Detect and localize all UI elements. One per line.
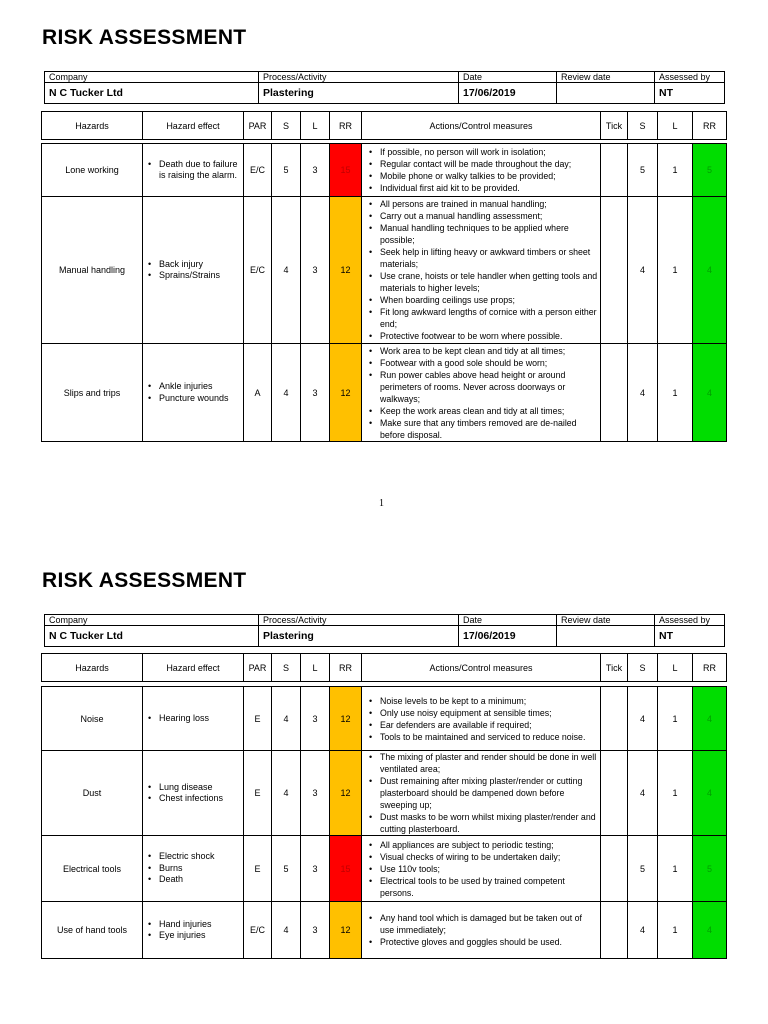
action-item: • Work area to be kept clean and tidy at all times; [380, 345, 598, 357]
column-header: S [272, 654, 301, 682]
column-header: L [301, 654, 330, 682]
residual-risk-rating-value: 5 [693, 836, 727, 902]
action-item: • Protective footwear to be worn where possible. [380, 330, 598, 342]
assessment-info-table [44, 614, 725, 647]
actions-cell [362, 836, 601, 902]
column-header: RR [330, 112, 362, 140]
hazard-effect-list [143, 919, 243, 942]
par-value: E [244, 687, 272, 751]
hazard-row [42, 836, 727, 902]
residual-likelihood-value: 1 [658, 751, 693, 836]
residual-severity-value: 4 [628, 687, 658, 751]
risk-rating-value: 12 [330, 344, 362, 442]
info-label: Date [459, 615, 557, 626]
par-value: E [244, 751, 272, 836]
action-item: • Footwear with a good sole should be worn; [380, 357, 598, 369]
action-item: • Only use noisy equipment at sensible times; [380, 707, 598, 719]
action-item: • Run power cables above head height or around perimeters of rooms. Never across doorways or walkways; [380, 369, 598, 405]
hazard-effect-item: • Sprains/Strains [159, 270, 241, 282]
hazard-effect-list [143, 782, 243, 805]
action-item: • Seek help in lifting heavy or awkward timbers or sheet materials; [380, 246, 598, 270]
residual-likelihood-value: 1 [658, 197, 693, 344]
actions-cell [362, 902, 601, 959]
hazard-effect-item: • Death [159, 874, 241, 886]
residual-severity-value: 5 [628, 144, 658, 197]
action-item: • Dust masks to be worn whilst mixing plaster/render and cutting plasterboard. [380, 811, 598, 835]
column-header: S [272, 112, 301, 140]
severity-value: 5 [272, 144, 301, 197]
info-label: Assessed by [655, 615, 725, 626]
info-label: Process/Activity [259, 615, 459, 626]
likelihood-value: 3 [301, 902, 330, 959]
action-item: • All persons are trained in manual handling; [380, 198, 598, 210]
hazard-name: Use of hand tools [42, 902, 143, 959]
risk-rating-value: 15 [330, 144, 362, 197]
column-header: S [628, 112, 658, 140]
column-header: Actions/Control measures [362, 654, 601, 682]
severity-value: 5 [272, 836, 301, 902]
hazard-name: Lone working [42, 144, 143, 197]
action-item: • Protective gloves and goggles should be used. [380, 936, 598, 948]
residual-severity-value: 4 [628, 751, 658, 836]
info-value: Plastering [259, 626, 459, 647]
residual-likelihood-value: 1 [658, 836, 693, 902]
hazard-effect-item: • Chest infections [159, 793, 241, 805]
hazard-name: Dust [42, 751, 143, 836]
residual-risk-rating-value: 4 [693, 197, 727, 344]
action-item: • If possible, no person will work in isolation; [380, 146, 598, 158]
hazard-effect-item: • Ankle injuries [159, 381, 241, 393]
hazard-effect-item: • Eye injuries [159, 930, 241, 942]
action-item: • Noise levels to be kept to a minimum; [380, 695, 598, 707]
column-header-table [41, 653, 727, 682]
residual-likelihood-value: 1 [658, 902, 693, 959]
actions-cell [362, 751, 601, 836]
likelihood-value: 3 [301, 751, 330, 836]
action-item: • When boarding ceilings use props; [380, 294, 598, 306]
document-title: RISK ASSESSMENT [42, 569, 247, 592]
actions-list [362, 839, 600, 899]
column-header: Hazards [42, 654, 143, 682]
residual-likelihood-value: 1 [658, 344, 693, 442]
info-label: Date [459, 72, 557, 83]
hazard-row [42, 687, 727, 751]
column-header: Tick [601, 654, 628, 682]
residual-likelihood-value: 1 [658, 144, 693, 197]
residual-severity-value: 4 [628, 197, 658, 344]
risk-rating-value: 15 [330, 836, 362, 902]
info-label: Company [45, 72, 259, 83]
hazard-name: Manual handling [42, 197, 143, 344]
info-value-row [45, 626, 725, 647]
action-item: • Make sure that any timbers removed are de-nailed before disposal. [380, 417, 598, 441]
actions-list [362, 751, 600, 835]
risk-rating-value: 12 [330, 687, 362, 751]
hazard-row [42, 902, 727, 959]
hazard-effect-cell [143, 687, 244, 751]
risk-rating-value: 12 [330, 197, 362, 344]
column-header: RR [693, 112, 727, 140]
likelihood-value: 3 [301, 144, 330, 197]
residual-risk-rating-value: 5 [693, 144, 727, 197]
column-header: S [628, 654, 658, 682]
info-value [557, 626, 655, 647]
severity-value: 4 [272, 751, 301, 836]
hazard-effect-item: • Hand injuries [159, 919, 241, 931]
likelihood-value: 3 [301, 344, 330, 442]
actions-list [362, 912, 600, 948]
residual-risk-rating-value: 4 [693, 344, 727, 442]
info-label: Review date [557, 615, 655, 626]
column-header: PAR [244, 654, 272, 682]
info-value: NT [655, 83, 725, 104]
severity-value: 4 [272, 902, 301, 959]
action-item: • Use crane, hoists or tele handler when getting tools and materials to higher levels; [380, 270, 598, 294]
action-item: • The mixing of plaster and render should be done in well ventilated area; [380, 751, 598, 775]
column-header: RR [330, 654, 362, 682]
action-item: • Electrical tools to be used by trained competent persons. [380, 875, 598, 899]
page-number: 1 [379, 498, 384, 509]
action-item: • Tools to be maintained and serviced to reduce noise. [380, 731, 598, 743]
column-header: L [658, 654, 693, 682]
column-header: L [301, 112, 330, 140]
hazard-name: Noise [42, 687, 143, 751]
column-header: PAR [244, 112, 272, 140]
hazard-effect-cell [143, 836, 244, 902]
residual-severity-value: 5 [628, 836, 658, 902]
hazard-row [42, 751, 727, 836]
column-header: Tick [601, 112, 628, 140]
residual-severity-value: 4 [628, 902, 658, 959]
tick-cell [601, 687, 628, 751]
hazard-effect-cell [143, 902, 244, 959]
actions-cell [362, 687, 601, 751]
action-item: • Ear defenders are available if required; [380, 719, 598, 731]
info-label: Review date [557, 72, 655, 83]
header-row [42, 654, 727, 682]
hazard-effect-item: • Back injury [159, 259, 241, 271]
info-label-row [45, 615, 725, 626]
tick-cell [601, 751, 628, 836]
action-item: • Fit long awkward lengths of cornice with a person either end; [380, 306, 598, 330]
info-label: Assessed by [655, 72, 725, 83]
info-value: N C Tucker Ltd [45, 83, 259, 104]
action-item: • Manual handling techniques to be applied where possible; [380, 222, 598, 246]
hazard-table [41, 686, 727, 959]
residual-severity-value: 4 [628, 344, 658, 442]
info-label: Company [45, 615, 259, 626]
residual-risk-rating-value: 4 [693, 687, 727, 751]
info-value: Plastering [259, 83, 459, 104]
action-item: • Regular contact will be made throughout the day; [380, 158, 598, 170]
residual-risk-rating-value: 4 [693, 902, 727, 959]
hazard-effect-item: • Electric shock [159, 851, 241, 863]
action-item: • Individual first aid kit to be provided. [380, 182, 598, 194]
severity-value: 4 [272, 687, 301, 751]
hazard-effect-item: • Death due to failure is raising the alarm. [159, 159, 241, 182]
action-item: • Mobile phone or walky talkies to be provided; [380, 170, 598, 182]
hazard-name: Slips and trips [42, 344, 143, 442]
residual-likelihood-value: 1 [658, 687, 693, 751]
hazard-name: Electrical tools [42, 836, 143, 902]
hazard-effect-cell [143, 751, 244, 836]
par-value: E/C [244, 902, 272, 959]
document-title: RISK ASSESSMENT [42, 26, 247, 49]
info-value: 17/06/2019 [459, 626, 557, 647]
info-label: Process/Activity [259, 72, 459, 83]
action-item: • All appliances are subject to periodic testing; [380, 839, 598, 851]
info-value: NT [655, 626, 725, 647]
hazard-effect-item: • Hearing loss [159, 713, 241, 725]
column-header: Hazards [42, 112, 143, 140]
info-value: 17/06/2019 [459, 83, 557, 104]
par-value: A [244, 344, 272, 442]
tick-cell [601, 836, 628, 902]
column-header: Actions/Control measures [362, 112, 601, 140]
severity-value: 4 [272, 197, 301, 344]
action-item: • Carry out a manual handling assessment; [380, 210, 598, 222]
risk-rating-value: 12 [330, 751, 362, 836]
likelihood-value: 3 [301, 197, 330, 344]
likelihood-value: 3 [301, 836, 330, 902]
column-header: Hazard effect [143, 654, 244, 682]
par-value: E [244, 836, 272, 902]
residual-risk-rating-value: 4 [693, 751, 727, 836]
actions-list [362, 695, 600, 743]
severity-value: 4 [272, 344, 301, 442]
column-header: Hazard effect [143, 112, 244, 140]
action-item: • Use 110v tools; [380, 863, 598, 875]
hazard-effect-item: • Burns [159, 863, 241, 875]
hazard-effect-item: • Lung disease [159, 782, 241, 794]
action-item: • Visual checks of wiring to be undertaken daily; [380, 851, 598, 863]
hazard-effect-list [143, 713, 243, 725]
hazard-effect-item: • Puncture wounds [159, 393, 241, 405]
action-item: • Dust remaining after mixing plaster/render or cutting plasterboard should be dampened down before sweeping up; [380, 775, 598, 811]
column-header: L [658, 112, 693, 140]
par-value: E/C [244, 197, 272, 344]
action-item: • Keep the work areas clean and tidy at all times; [380, 405, 598, 417]
column-header: RR [693, 654, 727, 682]
risk-rating-value: 12 [330, 902, 362, 959]
info-value: N C Tucker Ltd [45, 626, 259, 647]
likelihood-value: 3 [301, 687, 330, 751]
action-item: • Any hand tool which is damaged but be taken out of use immediately; [380, 912, 598, 936]
par-value: E/C [244, 144, 272, 197]
tick-cell [601, 902, 628, 959]
hazard-effect-list [143, 851, 243, 886]
